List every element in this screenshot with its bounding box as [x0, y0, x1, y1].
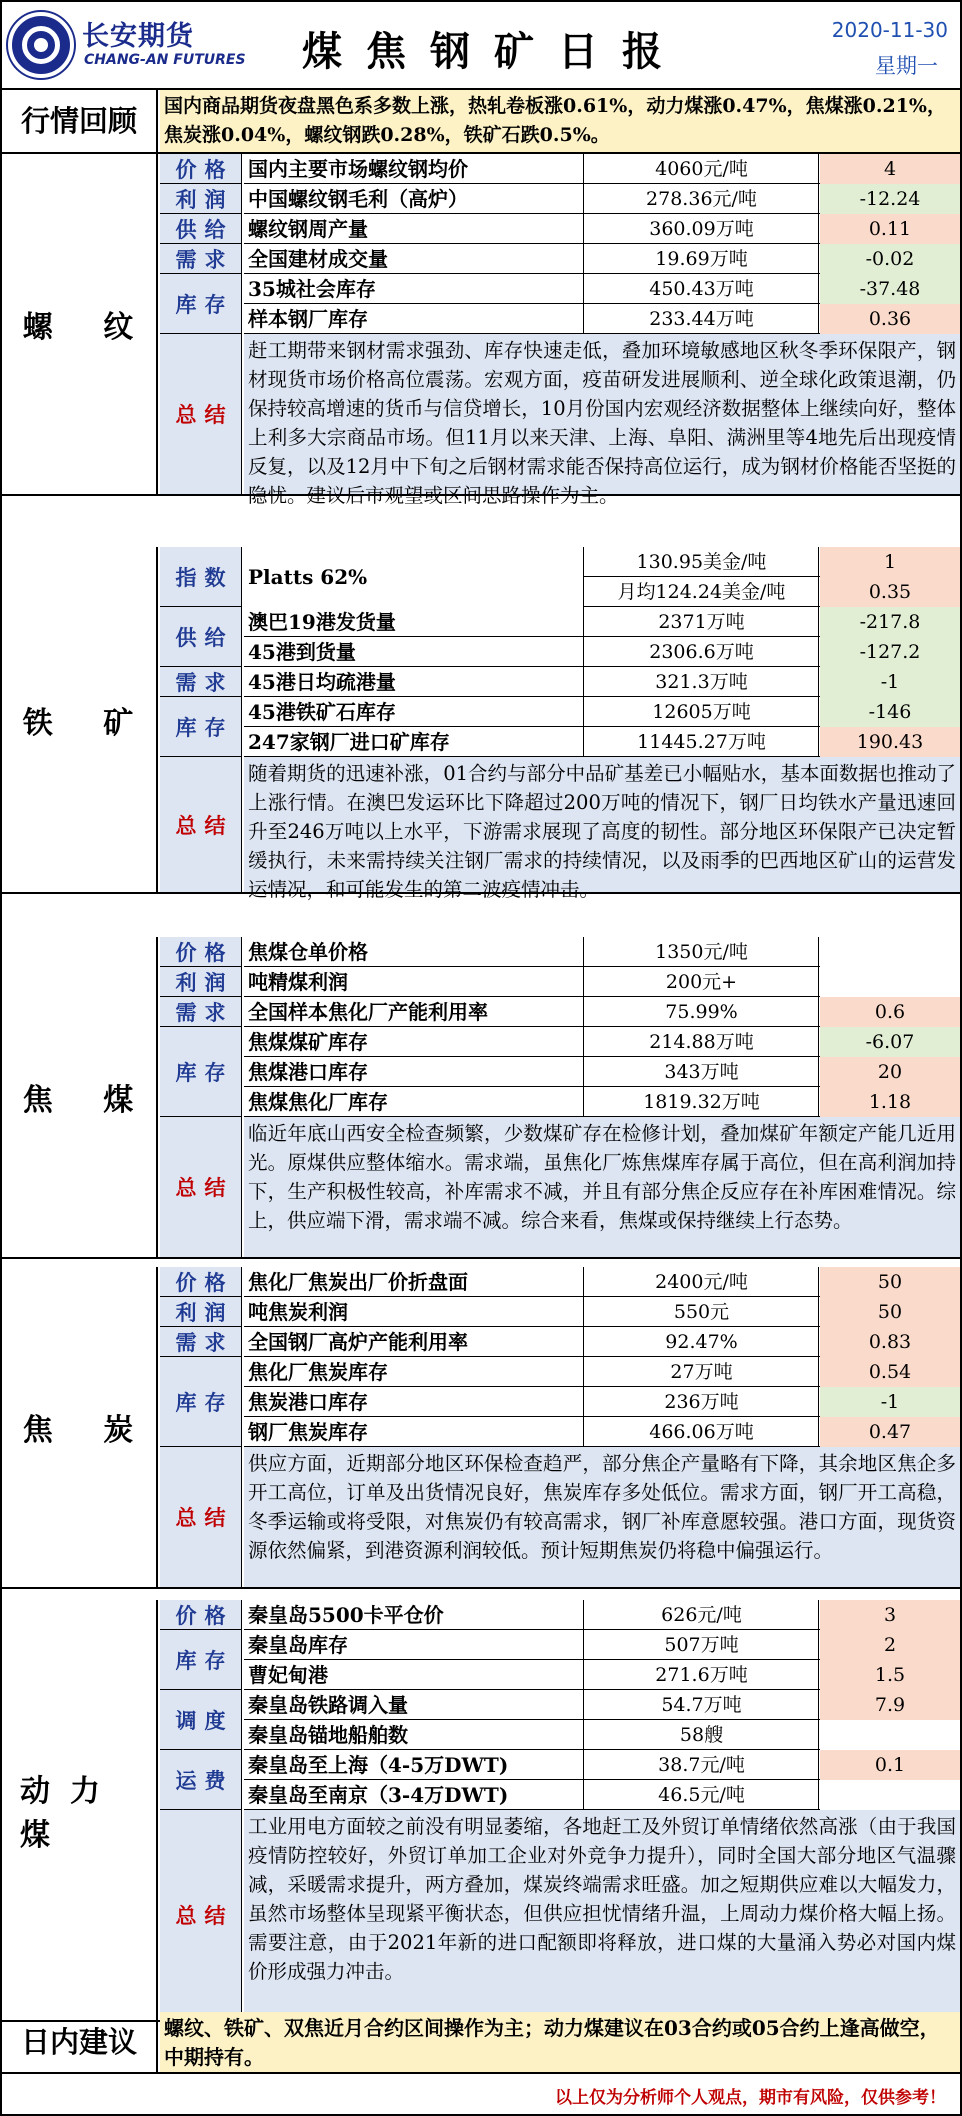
indicator-value: 507万吨: [585, 1630, 819, 1660]
indicator-change: 2: [820, 1630, 960, 1660]
indicator-value: 2400元/吨: [585, 1267, 819, 1297]
report-title: 煤焦钢矿日报: [302, 28, 686, 75]
summary-text: 供应方面，近期部分地区环保检查趋严，部分焦企产量略有下降，其余地区焦企多开工高位，订单及出货情况良好，焦炭库存多处低位。需求方面，钢厂开工高稳，冬季运输或将受限，对焦炭仍有较高需求，钢厂补库意愿较强。港口方面，现货资源依然偏紧，到港资源利润较低。预计短期焦炭仍将稳中偏强运行。: [244, 1447, 960, 1587]
category-label: 需求: [160, 667, 242, 697]
summary-label: 总结: [160, 334, 242, 494]
indicator-value: 233.44万吨: [585, 304, 819, 334]
indicator-change: -127.2: [820, 637, 960, 667]
indicator-value: 466.06万吨: [585, 1417, 819, 1447]
indicator-table: [160, 937, 960, 1257]
section-5: [2, 1600, 960, 2022]
indicator-change: 0.83: [820, 1327, 960, 1357]
indicator-name: 全国样本焦化厂产能利用率: [244, 997, 584, 1027]
indicator-name: 秦皇岛至上海（4-5万DWT): [244, 1750, 584, 1780]
category-label: 库存: [160, 697, 242, 757]
indicator-value: 130.95美金/吨: [585, 547, 819, 577]
indicator-name: 秦皇岛库存: [244, 1630, 584, 1660]
indicator-change: 0.36: [820, 304, 960, 334]
indicator-change: 0.54: [820, 1357, 960, 1387]
market-review: [2, 90, 960, 154]
indicator-value: 1819.32万吨: [585, 1087, 819, 1117]
indicator-name: 焦炭港口库存: [244, 1387, 584, 1417]
indicator-change: 0.35: [820, 577, 960, 607]
indicator-value: 19.69万吨: [585, 244, 819, 274]
summary-label: 总结: [160, 1117, 242, 1257]
summary-label: 总结: [160, 1447, 242, 1587]
indicator-name: 吨精煤利润: [244, 967, 584, 997]
category-label: 价格: [160, 1267, 242, 1297]
indicator-value: 360.09万吨: [585, 214, 819, 244]
indicator-value: 626元/吨: [585, 1600, 819, 1630]
summary-text: 临近年底山西安全检查频繁，少数煤矿存在检修计划，叠加煤矿年额定产能几近用光。原煤供应整体缩水。需求端，虽焦化厂炼焦煤库存属于高位，但在高利润加持下，生产积极性较高，补库需求不减，并且有部分焦企反应存在补库困难情况。综上，供应端下滑，需求端不减。综合来看，焦煤或保持继续上行态势。: [244, 1117, 960, 1257]
summary-text: 工业用电方面较之前没有明显萎缩，各地赶工及外贸订单情绪依然高涨（由于我国疫情防控较好，外贸订单加工企业对外竞争力提升），同时全国大部分地区气温骤减，采暖需求提升，两方叠加，煤炭终端需求旺盛。加之短期供应难以大幅发力，虽然市场整体呈现紧平衡状态，但供应担忧情绪升温，上周动力煤价格大幅上扬。需要注意，由于2021年新的进口配额即将释放，进口煤的大量涌入势必对国内煤价形成强力冲击。: [244, 1810, 960, 2020]
category-label: 指数: [160, 547, 242, 607]
indicator-value: 92.47%: [585, 1327, 819, 1357]
indicator-value: 450.43万吨: [585, 274, 819, 304]
category-label: 库存: [160, 274, 242, 334]
indicator-name: 国内主要市场螺纹钢均价: [244, 154, 584, 184]
summary-label: 总结: [160, 1810, 242, 2020]
indicator-value: 550元: [585, 1297, 819, 1327]
indicator-change: 0.11: [820, 214, 960, 244]
category-label: 需求: [160, 244, 242, 274]
summary: [160, 1810, 960, 2020]
indicator-change: [820, 1780, 960, 1810]
indicator-change: -0.02: [820, 244, 960, 274]
indicator-value: 11445.27万吨: [585, 727, 819, 757]
indicator-value: 4060元/吨: [585, 154, 819, 184]
indicator-name: 样本钢厂库存: [244, 304, 584, 334]
indicator-name: 秦皇岛铁路调入量: [244, 1690, 584, 1720]
indicator-value: 月均124.24美金/吨: [585, 577, 819, 607]
indicator-name: 焦煤焦化厂库存: [244, 1087, 584, 1117]
indicator-change: 0.6: [820, 997, 960, 1027]
indicator-change: -146: [820, 697, 960, 727]
indicator-change: 1.18: [820, 1087, 960, 1117]
summary-text: 赶工期带来钢材需求强劲、库存快速走低，叠加环境敏感地区秋冬季环保限产，钢材现货市场价格高位震荡。宏观方面，疫苗研发进展顺利、逆全球化政策退潮，仍保持较高增速的货币与信贷增长，10月份国内宏观经济数据整体上继续向好，整体上利多大宗商品市场。但11月以来天津、上海、阜阳、满洲里等4地先后出现疫情反复，以及12月中下旬之后钢材需求能否保持高位运行，成为钢材价格能否坚挺的隐忧。建议后市观望或区间思路操作为主。: [244, 334, 960, 494]
indicator-name: 中国螺纹钢毛利（高炉）: [244, 184, 584, 214]
category-label: 库存: [160, 1630, 242, 1690]
summary: [160, 757, 960, 901]
indicator-change: [820, 967, 960, 997]
indicator-value: 54.7万吨: [585, 1690, 819, 1720]
summary: [160, 334, 960, 507]
indicator-change: 4: [820, 154, 960, 184]
indicator-value: 27万吨: [585, 1357, 819, 1387]
indicator-name: 45港日均疏港量: [244, 667, 584, 697]
indicator-value: 200元+: [585, 967, 819, 997]
section-label: 动力煤: [2, 1600, 158, 2020]
indicator-value: 38.7元/吨: [585, 1750, 819, 1780]
indicator-value: 278.36元/吨: [585, 184, 819, 214]
indicator-change: 20: [820, 1057, 960, 1087]
category-label: 库存: [160, 1027, 242, 1117]
indicator-value: 236万吨: [585, 1387, 819, 1417]
category-label: 需求: [160, 997, 242, 1027]
summary: [160, 1447, 960, 1587]
indicator-change: 7.9: [820, 1690, 960, 1720]
indicator-change: 0.1: [820, 1750, 960, 1780]
category-label: 利润: [160, 1297, 242, 1327]
indicator-name: 焦煤港口库存: [244, 1057, 584, 1087]
indicator-value: 2306.6万吨: [585, 637, 819, 667]
section-label: 铁 矿: [2, 547, 158, 892]
category-label: 价格: [160, 1600, 242, 1630]
indicator-change: -1: [820, 1387, 960, 1417]
summary-label: 总结: [160, 757, 242, 892]
indicator-value: 12605万吨: [585, 697, 819, 727]
category-label: 利润: [160, 184, 242, 214]
indicator-change: -217.8: [820, 607, 960, 637]
indicator-name: 35城社会库存: [244, 274, 584, 304]
indicator-name: 澳巴19港发货量: [244, 607, 584, 637]
indicator-name: 秦皇岛5500卡平仓价: [244, 1600, 584, 1630]
indicator-name: 焦化厂焦炭出厂价折盘面: [244, 1267, 584, 1297]
summary: [160, 1117, 960, 1257]
report-header: [2, 2, 960, 90]
indicator-table: [160, 1600, 960, 2020]
indicator-change: -12.24: [820, 184, 960, 214]
section-3: [2, 937, 960, 1259]
brand-name-cn: 长安期货: [82, 21, 194, 52]
indicator-value: 75.99%: [585, 997, 819, 1027]
brand-name-en: CHANG-AN FUTURES: [84, 52, 246, 68]
section-4: [2, 1267, 960, 1589]
section-label: 螺 纹: [2, 154, 158, 494]
indicator-name: 秦皇岛至南京（3-4万DWT): [244, 1780, 584, 1810]
indicator-change: 1.5: [820, 1660, 960, 1690]
report-weekday: 星期一: [875, 54, 938, 78]
indicator-name: 全国钢厂高炉产能利用率: [244, 1327, 584, 1357]
category-label: 调度: [160, 1690, 242, 1750]
indicator-value: 2371万吨: [585, 607, 819, 637]
market-review-label: 行情回顾: [2, 90, 158, 152]
indicator-change: -6.07: [820, 1027, 960, 1057]
indicator-value: 214.88万吨: [585, 1027, 819, 1057]
indicator-name: 曹妃甸港: [244, 1660, 584, 1690]
intraday-advice-label: 日内建议: [2, 2012, 158, 2072]
category-label: 利润: [160, 967, 242, 997]
indicator-change: 0.47: [820, 1417, 960, 1447]
category-label: 供给: [160, 607, 242, 667]
indicator-name: 焦化厂焦炭库存: [244, 1357, 584, 1387]
report-date: 2020-11-30: [831, 18, 948, 42]
indicator-name: 吨焦炭利润: [244, 1297, 584, 1327]
indicator-name: 45港铁矿石库存: [244, 697, 584, 727]
category-label: 价格: [160, 154, 242, 184]
indicator-name: 秦皇岛锚地船舶数: [244, 1720, 584, 1750]
indicator-change: 50: [820, 1267, 960, 1297]
indicator-value: 58艘: [585, 1720, 819, 1750]
indicator-value: 343万吨: [585, 1057, 819, 1087]
indicator-change: -1: [820, 667, 960, 697]
category-label: 需求: [160, 1327, 242, 1357]
intraday-advice: [2, 2012, 960, 2074]
indicator-change: 50: [820, 1297, 960, 1327]
indicator-name: 钢厂焦炭库存: [244, 1417, 584, 1447]
indicator-name: 螺纹钢周产量: [244, 214, 584, 244]
indicator-value: 1350元/吨: [585, 937, 819, 967]
indicator-value: 321.3万吨: [585, 667, 819, 697]
company-logo: [8, 12, 74, 78]
indicator-name: Platts 62%: [244, 547, 584, 607]
indicator-table: [160, 547, 960, 901]
indicator-change: -37.48: [820, 274, 960, 304]
indicator-table: [160, 1267, 960, 1587]
indicator-change: [820, 1720, 960, 1750]
section-1: [2, 154, 960, 507]
category-label: 运费: [160, 1750, 242, 1810]
indicator-name: 全国建材成交量: [244, 244, 584, 274]
indicator-change: [820, 937, 960, 967]
indicator-name: 45港到货量: [244, 637, 584, 667]
indicator-table: [160, 154, 960, 507]
section-2: [2, 547, 960, 901]
category-label: 价格: [160, 937, 242, 967]
indicator-value: 46.5元/吨: [585, 1780, 819, 1810]
category-label: 库存: [160, 1357, 242, 1447]
section-label: 焦 炭: [2, 1267, 158, 1587]
market-review-text: 国内商品期货夜盘黑色系多数上涨，热轧卷板涨0.61%，动力煤涨0.47%，焦煤涨0.21%，焦炭涨0.04%，螺纹钢跌0.28%，铁矿石跌0.5%。: [160, 90, 960, 152]
summary-text: 随着期货的迅速补涨，01合约与部分中品矿基差已小幅贴水，基本面数据也推动了上涨行情。在澳巴发运环比下降超过200万吨的情况下，钢厂日均铁水产量迅速回升至246万吨以上水平，下游需求展现了高度的韧性。部分地区环保限产已决定暂缓执行，未来需持续关注钢厂需求的持续情况，以及雨季的巴西地区矿山的运营发运情况，和可能发生的第二波疫情冲击。: [244, 757, 960, 892]
indicator-name: 247家钢厂进口矿库存: [244, 727, 584, 757]
intraday-advice-text: 螺纹、铁矿、双焦近月合约区间操作为主；动力煤建议在03合约或05合约上逢高做空，中期持有。: [160, 2012, 960, 2072]
indicator-change: 3: [820, 1600, 960, 1630]
indicator-name: 焦煤煤矿库存: [244, 1027, 584, 1057]
indicator-change: 190.43: [820, 727, 960, 757]
indicator-change: 1: [820, 547, 960, 577]
indicator-value: 271.6万吨: [585, 1660, 819, 1690]
section-label: 焦 煤: [2, 937, 158, 1257]
category-label: 供给: [160, 214, 242, 244]
disclaimer: 以上仅为分析师个人观点，期市有风险，仅供参考！: [555, 2088, 946, 2108]
indicator-name: 焦煤仓单价格: [244, 937, 584, 967]
